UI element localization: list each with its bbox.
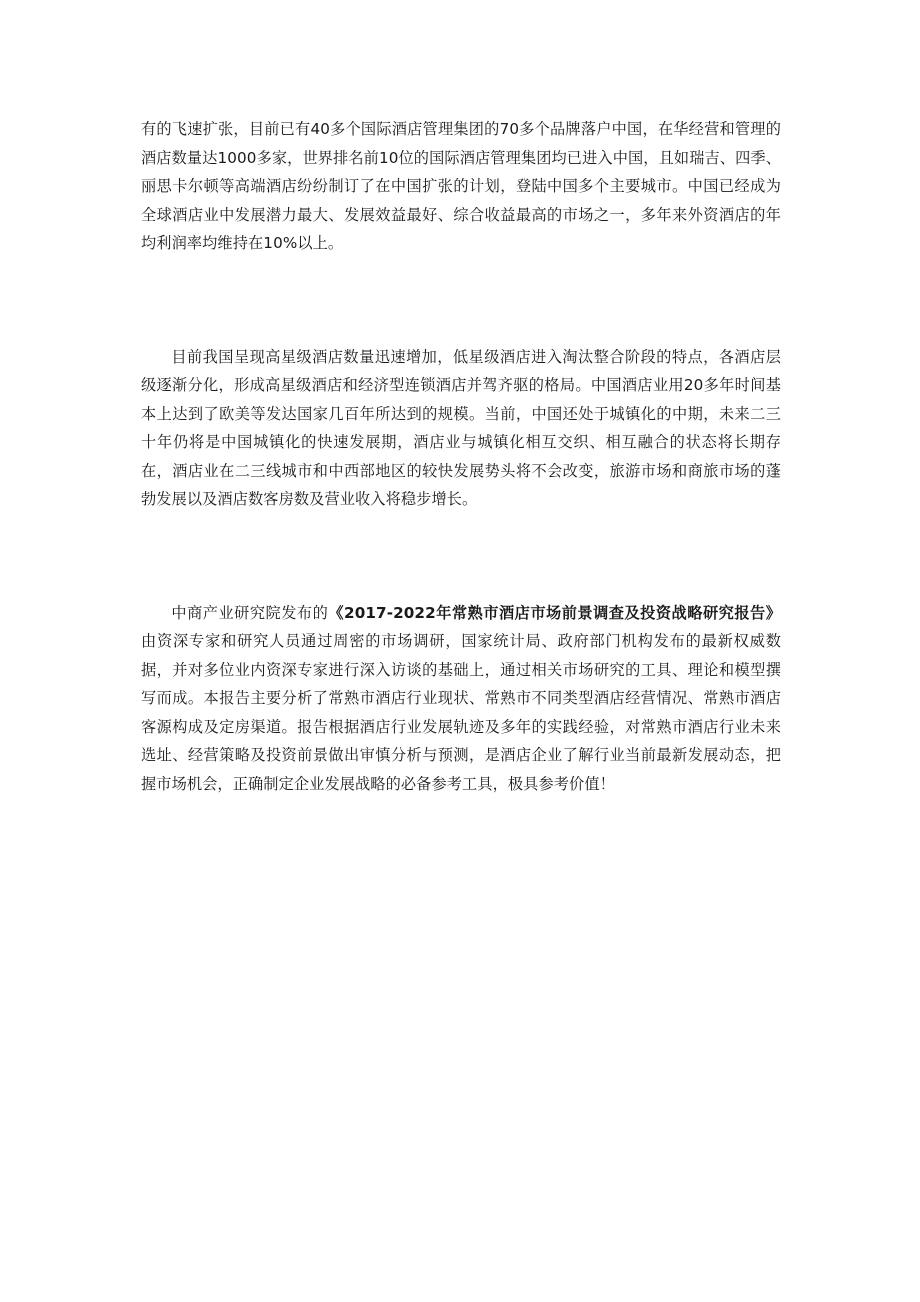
- paragraph-intl-hotel-expansion: 有的飞速扩张，目前已有40多个国际酒店管理集团的70多个品牌落户中国，在华经营和管理的酒店数量达1000多家，世界排名前10位的国际酒店管理集团均已进入中国，且如瑞吉、四季、丽思卡尔顿等高端酒店纷纷制订了在中国扩张的计划，登陆中国多个主要城市。中国已经成为全球酒店业中发展潜力最大、发展效益最好、综合收益最高的市场之一，多年来外资酒店的年均利润率均维持在10%以上。: [141, 120, 781, 252]
- report-intro-text: 中商产业研究院发布的: [171, 603, 329, 622]
- report-title: 《2017-2022年常熟市酒店市场前景调查及投资战略研究报告》: [328, 603, 782, 622]
- document-body: [141, 115, 781, 798]
- paragraph-spacer: [141, 258, 781, 343]
- paragraph-spacer: [141, 514, 781, 599]
- paragraph-report-summary: [141, 599, 781, 799]
- paragraph-star-hotel-trends: 目前我国呈现高星级酒店数量迅速增加，低星级酒店进入淘汰整合阶段的特点，各酒店层级逐渐分化，形成高星级酒店和经济型连锁酒店并驾齐驱的格局。中国酒店业用20多年时间基本上达到了欧美等发达国家几百年所达到的规模。当前，中国还处于城镇化的中期，未来二三十年仍将是中国城镇化的快速发展期，酒店业与城镇化相互交织、相互融合的状态将长期存在，酒店业在二三线城市和中西部地区的较快发展势头将不会改变，旅游市场和商旅市场的蓬勃发展以及酒店数客房数及营业收入将稳步增长。: [141, 347, 781, 508]
- report-description-text: 由资深专家和研究人员通过周密的市场调研，国家统计局、政府部门机构发布的最新权威数据，并对多位业内资深专家进行深入访谈的基础上，通过相关市场研究的工具、理论和模型撰写而成。本报告主要分析了常熟市酒店行业现状、常熟市不同类型酒店经营情况、常熟市酒店客源构成及定房渠道。报告根据酒店行业发展轨迹及多年的实践经验，对常熟市酒店行业未来选址、经营策略及投资前景做出审慎分析与预测，是酒店企业了解行业当前最新发展动态，把握市场机会，正确制定企业发展战略的必备参考工具，极具参考价值！: [141, 632, 781, 793]
